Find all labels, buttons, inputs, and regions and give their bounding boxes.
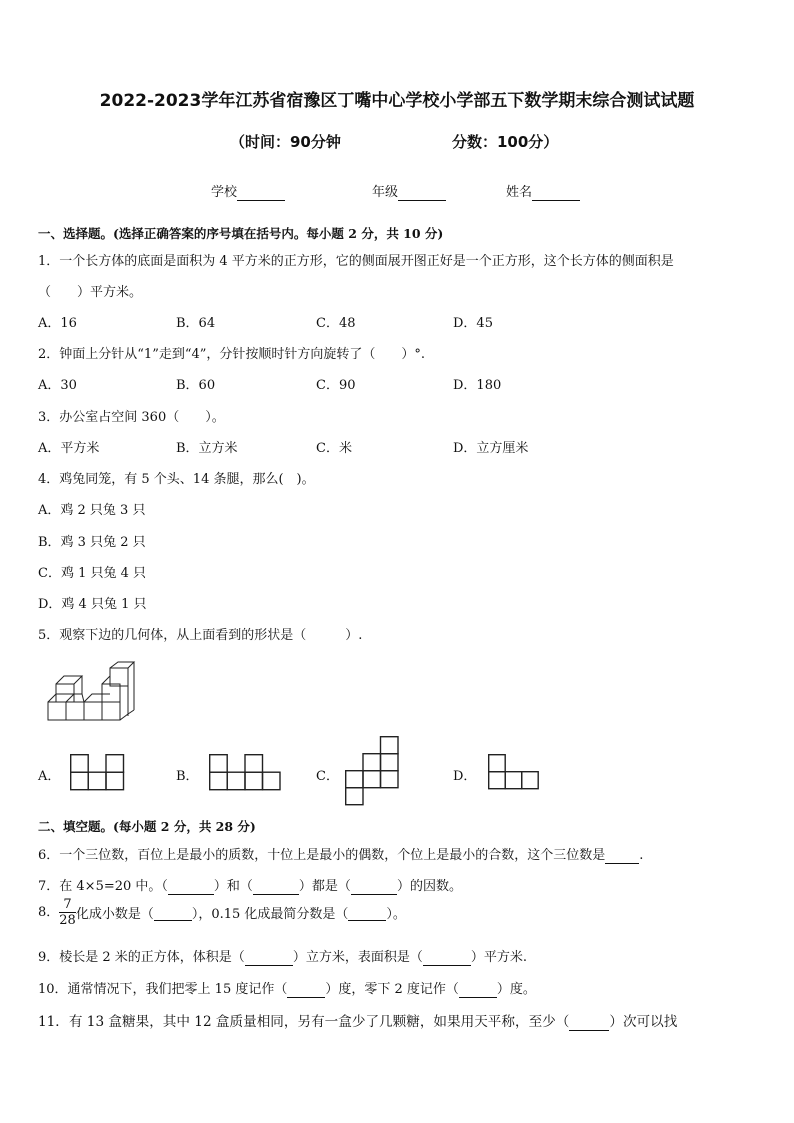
q4-text: 4．鸡兔同笼，有 5 个头、14 条腿，那么( )。 — [38, 472, 315, 487]
q4-option-d[interactable]: D．鸡 4 只兔 1 只 — [38, 597, 147, 612]
q2-option-c[interactable]: C．90 — [316, 378, 356, 393]
q2-option-b[interactable]: B．60 — [176, 378, 216, 393]
q8-part-a: 化成小数是（ — [75, 907, 154, 922]
q8-prefix: 8． — [38, 905, 60, 920]
q9-part-b: ）立方米，表面积是（ — [292, 950, 423, 965]
q8-part-b: ），0.15 化成最简分数是（ — [191, 907, 349, 922]
q8-numerator: 7 — [59, 897, 76, 913]
q5-option-c-shape[interactable] — [345, 736, 399, 806]
q3-option-d[interactable]: D．立方厘米 — [453, 441, 529, 456]
q10-part-b: ）度，零下 2 度记作（ — [325, 982, 459, 997]
q11-part-a: 11．有 13 盒糖果，其中 12 盒质量相同，另有一盒少了几颗糖，如果用天平称，至少（ — [38, 1014, 570, 1030]
q5-option-b[interactable]: B． — [176, 769, 199, 784]
q3-option-b[interactable]: B．立方米 — [176, 441, 238, 456]
school-label: 学校 — [211, 185, 238, 200]
q8-denominator: 28 — [59, 913, 76, 928]
q7-part-c: ）都是（ — [298, 879, 351, 894]
exam-score: 分数：100分） — [452, 133, 559, 151]
q10-part-c: ）度。 — [496, 982, 536, 997]
q10 — [38, 978, 536, 998]
q7-part-b: ）和（ — [213, 879, 253, 894]
q4-option-b[interactable]: B．鸡 3 只兔 2 只 — [38, 535, 146, 550]
q1-line2: （ ）平方米。 — [38, 285, 143, 300]
school-field — [211, 181, 285, 201]
q11 — [38, 1010, 677, 1031]
q2-text: 2．钟面上分针从“1”走到“4”，分针按顺时针方向旋转了（ ）°. — [38, 347, 426, 362]
q5-option-d[interactable]: D． — [453, 769, 477, 784]
q5-text: 5．观察下边的几何体，从上面看到的形状是（ ）. — [38, 628, 363, 643]
q1-line1: 1．一个长方体的底面是面积为 4 平方米的正方形，它的侧面展开图正好是一个正方形，这个长方体的侧面积是 — [38, 254, 674, 269]
q8-blank-2[interactable] — [348, 905, 386, 921]
q7-part-a: 7．在 4×5=20 中。（ — [38, 879, 168, 894]
section1-title: 一、选择题。(选择正确答案的序号填在括号内。每小题 2 分，共 10 分) — [38, 226, 444, 241]
q9-part-c: ）平方米. — [470, 950, 527, 965]
q7 — [38, 875, 462, 895]
q5-option-b-shape[interactable] — [209, 754, 281, 790]
q1-option-b[interactable]: B．64 — [176, 316, 216, 331]
grade-label: 年级 — [372, 185, 399, 200]
grade-blank[interactable] — [398, 185, 446, 201]
q7-blank-2[interactable] — [253, 879, 299, 895]
q5-option-d-shape[interactable] — [488, 754, 540, 790]
q7-blank-3[interactable] — [351, 879, 397, 895]
section2-title: 二、填空题。(每小题 2 分，共 28 分) — [38, 819, 256, 834]
q5-option-c[interactable]: C． — [316, 769, 339, 784]
q8-blank-1[interactable] — [154, 905, 192, 921]
q9 — [38, 946, 527, 966]
exam-time: （时间：90分钟 — [230, 133, 341, 151]
name-blank[interactable] — [532, 185, 580, 201]
q6-end: . — [639, 848, 644, 863]
q3-option-a[interactable]: A．平方米 — [38, 441, 100, 456]
q8 — [38, 897, 406, 928]
q6-blank[interactable] — [605, 848, 639, 864]
q5-option-a[interactable]: A． — [38, 769, 61, 784]
name-label: 姓名 — [506, 185, 533, 200]
q6-text: 6．一个三位数，百位上是最小的质数，十位上是最小的偶数，个位上是最小的合数，这个三位数是 — [38, 848, 606, 863]
q8-part-c: ）。 — [386, 907, 406, 922]
school-blank[interactable] — [237, 185, 285, 201]
q8-fraction — [59, 897, 76, 928]
q9-blank-2[interactable] — [423, 950, 471, 966]
q3-text: 3．办公室占空间 360（ ）。 — [38, 410, 225, 425]
q5-solid-figure — [44, 660, 134, 724]
q3-option-c[interactable]: C．米 — [316, 441, 352, 456]
q10-part-a: 10．通常情况下，我们把零上 15 度记作（ — [38, 982, 288, 997]
q1-option-a[interactable]: A．16 — [38, 316, 77, 331]
q4-option-c[interactable]: C．鸡 1 只兔 4 只 — [38, 566, 147, 581]
q10-blank-2[interactable] — [459, 982, 497, 998]
q7-part-d: ）的因数。 — [396, 879, 462, 894]
q1-option-c[interactable]: C．48 — [316, 316, 356, 331]
name-field — [506, 181, 580, 201]
grade-field — [372, 181, 446, 201]
q7-blank-1[interactable] — [168, 879, 214, 895]
q5-option-a-shape[interactable] — [70, 754, 124, 790]
q1-option-d[interactable]: D．45 — [453, 316, 493, 331]
q2-option-d[interactable]: D．180 — [453, 378, 502, 393]
q11-part-b: ）次可以找 — [609, 1014, 678, 1030]
q9-blank-1[interactable] — [245, 950, 293, 966]
q2-option-a[interactable]: A．30 — [38, 378, 77, 393]
q9-part-a: 9．棱长是 2 米的正方体，体积是（ — [38, 950, 245, 965]
q10-blank-1[interactable] — [287, 982, 325, 998]
q11-blank[interactable] — [569, 1014, 609, 1031]
page-title: 2022-2023学年江苏省宿豫区丁嘴中心学校小学部五下数学期末综合测试试题 — [99, 91, 695, 111]
q6 — [38, 844, 643, 864]
q4-option-a[interactable]: A．鸡 2 只兔 3 只 — [38, 503, 146, 518]
